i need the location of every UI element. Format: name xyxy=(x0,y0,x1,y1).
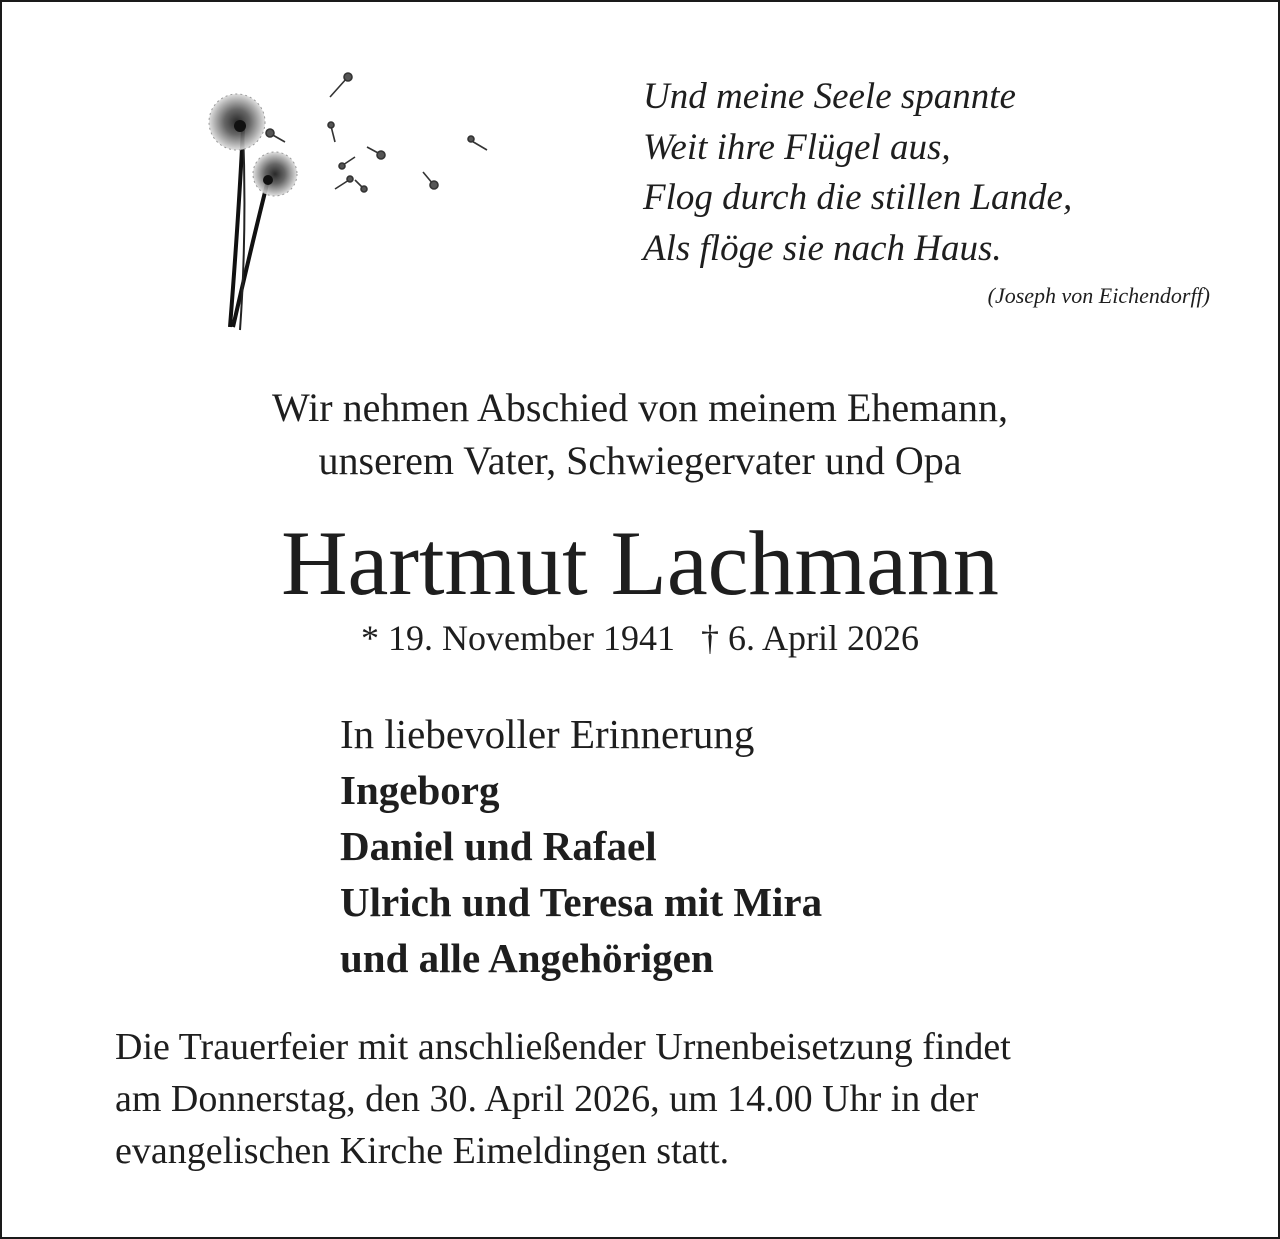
poem xyxy=(643,72,1072,274)
poem-line: Und meine Seele spannte xyxy=(643,76,1016,117)
mourner-name: Ingeborg xyxy=(340,767,500,813)
death-date: † 6. April 2026 xyxy=(700,618,919,658)
service-line: am Donnerstag, den 30. April 2026, um 14.00 Uhr in der xyxy=(115,1078,979,1120)
poem-author: (Joseph von Eichendorff) xyxy=(987,283,1210,308)
poem-line: Weit ihre Flügel aus, xyxy=(643,126,951,168)
mourner-name: Daniel und Rafael xyxy=(340,823,657,869)
mourners-block xyxy=(340,706,822,986)
intro-line-1: Wir nehmen Abschied von meinem Ehemann, xyxy=(272,385,1008,430)
birth-date: * 19. November 1941 xyxy=(361,618,675,658)
mourner-name: Ulrich und Teresa mit Mira xyxy=(340,879,823,925)
memory-heading: In liebevoller Erinnerung xyxy=(340,711,755,757)
service-line: Die Trauerfeier mit anschließender Urnenbeisetzung findet xyxy=(115,1026,1011,1068)
intro-line-2: unserem Vater, Schwiegervater und Opa xyxy=(318,438,962,483)
poem-line: Flog durch die stillen Lande, xyxy=(643,177,1073,218)
dandelion-icon xyxy=(195,62,505,352)
deceased-name: Hartmut Lachmann xyxy=(281,512,999,614)
poem-line: Als flöge sie nach Haus. xyxy=(643,227,1002,269)
service-info xyxy=(115,1021,1011,1177)
mourner-name: und alle Angehörigen xyxy=(340,935,714,981)
life-dates xyxy=(0,617,1280,659)
service-line: evangelischen Kirche Eimeldingen statt. xyxy=(115,1130,730,1172)
